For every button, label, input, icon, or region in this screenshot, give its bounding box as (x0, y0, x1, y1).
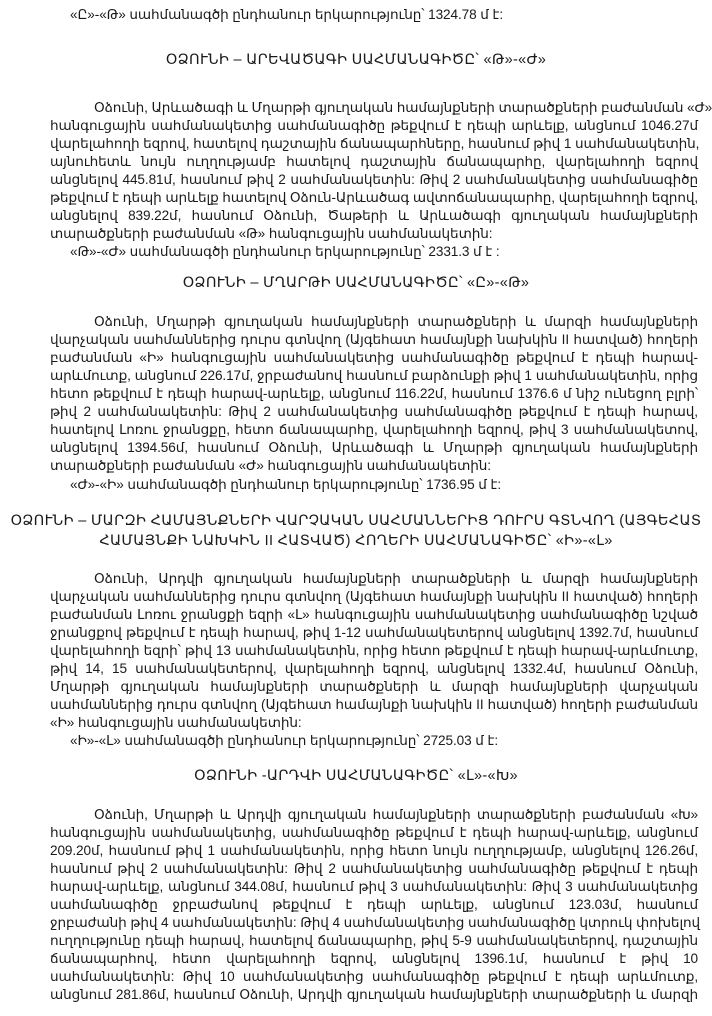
paragraph-line: անցնելով 1394.56մ, հասնում Օձունի, Արևածագի և Մղարթի գյուղական համայնքների (50, 440, 698, 455)
paragraph-line: հանգուցային սահմանակետից, սահմանագիծը թեքվում է դեպի հարավ-արևելք, անցնում (50, 825, 698, 840)
boundary-length-summary: «Ժ»-«Ի» սահմանագծի ընդհանուր երկարությունը՝ 1736.95 մ է: (70, 477, 501, 492)
paragraph-line: տարածքների բաժանման «Թ» հանգուցային սահմանակետին: (50, 226, 493, 241)
paragraph-line: «Ի» հանգուցային սահմանակետին: (50, 715, 302, 730)
paragraph-line: սահմանակետին: Թիվ 10 սահմանակետից սահմանագիծը թեքվում է դեպի արևմուտք, (50, 969, 698, 984)
section-heading: ՕՁՈՒՆԻ – ՄԱՐԶԻ ՀԱՄԱՅՆՔՆԵՐԻ ՎԱՐՉԱԿԱՆ ՍԱՀՄԱՆՆԵՐԻՑ ԴՈՒՐՍ ԳՏՆՎՈՂ (ԱՅԳԵՀԱՏ (10, 513, 702, 529)
paragraph-line: հասնում թիվ 2 սահմանակետին: Թիվ 2 սահմանակետից սահմանագիծը թեքվում է դեպի (50, 861, 698, 876)
paragraph-line: ջրանցքով թեքվում է դեպի հարավ, թիվ 1-12 սահմանակետերով անցնելով 1392.7մ, հասնում (50, 625, 698, 640)
paragraph-line: հարավ-արևելք, անցնում 344.08մ, հասնում թիվ 3 սահմանակետին: Թիվ 3 սահմանակետից (50, 879, 698, 894)
boundary-length-summary: «Ի»-«Լ» սահմանագծի ընդհանուր երկարությունը՝ 2725.03 մ է: (70, 733, 499, 748)
paragraph-line: բաժանման Լոռու ջրանցքի եզրի «Լ» հանգուցային սահմանակետից սահմանագիծը նշված (50, 607, 698, 622)
paragraph-line: անցնելով 445.81մ, հասնում թիվ 2 սահմանակետին: Թիվ 2 սահմանակետից սահմանագիծը (50, 172, 698, 187)
paragraph-line: 209.20մ, հասնում թիվ 1 սահմանակետին, որից հետո նույն ուղղությամբ, անցնելով 126.26մ, (50, 843, 698, 858)
paragraph-line: արևմուտք, անցնում 226.17մ, ջրբաժանով հասնում բարձունքի թիվ 1 սահմանակետին, որից (50, 368, 698, 383)
boundary-length-summary: «Թ»-«Ժ» սահմանագծի ընդհանուր երկարությունը՝ 2331.3 մ է : (70, 244, 500, 259)
paragraph-line: Օձունի, Մղարթի և Արդվի գյուղական համայնքների տարածքների բաժանման «Խ» (94, 807, 698, 822)
paragraph-line: Օձունի, Մղարթի գյուղական համայնքների տարածքների և մարզի համայնքների (94, 314, 698, 329)
paragraph-line: վարելահողի եզրով, հատելով դաշտային ճանապարհները, հասնում թիվ 1 սահմանակետին, (50, 136, 700, 151)
paragraph-line: վարչական սահմաններից դուրս գտնվող (Այգեհատ համայնքի նախկին II հատված) հողերի (50, 332, 698, 347)
paragraph-line: տարածքների բաժանման «Ժ» հանգուցային սահմանակետին: (50, 458, 491, 473)
paragraph-line: անցնում 281.86մ, հասնում Օձունի, Արդվի գյուղական համայնքների տարածքների և մարզի (50, 987, 698, 1002)
section-heading: ՕՁՈՒՆԻ – ԱՐԵՎԱԾԱԳԻ ՍԱՀՄԱՆԱԳԻԾԸ՝ «Թ»-«Ժ» (165, 52, 547, 68)
paragraph-line: այնուհետև նույն ուղղությամբ հատելով դաշտային ճանապարհը, վարելահողի եզրով (50, 154, 698, 169)
paragraph-line: Օձունի, Արդվի գյուղական համայնքների տարածքների և մարզի համայնքների (94, 571, 698, 586)
section-heading: ՀԱՄԱՅՆՔԻ ՆԱԽԿԻՆ II ՀԱՏՎԱԾ) ՀՈՂԵՐԻ ՍԱՀՄԱՆԱԳԻԾԸ՝ «Ի»-«Լ» (99, 533, 613, 549)
paragraph-line: հատելով Լոռու ջրանցքը, հետո ճանապարհը, վարելահողի եզրով, թիվ 3 սահմանակետով, (50, 422, 698, 437)
paragraph-line: Օձունի, Արևածագի և Մղարթի գյուղական համայնքների տարածքների բաժանման «Ժ» (94, 100, 712, 115)
paragraph-line: հետո թեքվում է դեպի հարավ-արևելք, անցնում 116.22մ, հասնում 1376.6 մ նիշ ունեցող բլրի՝ (50, 386, 698, 401)
paragraph-line: ճանապարհով, հետո վարելահողի եզրով, անցնելով 1396.1մ, հասնում է թիվ 10 (50, 951, 698, 966)
paragraph-line: վարելահողի եզրի՝ թիվ 13 սահմանակետին, որից հետո թեքվում է դեպի հարավ-արևմուտք, (50, 643, 698, 658)
paragraph-line: անցնելով 839.22մ, հասնում Օձունի, Ծաթերի և Արևածագի գյուղական համայնքների (50, 208, 698, 223)
paragraph-line: թեքվում է դեպի արևելք հատելով Օձուն-Արևածագ ավտոճանապարհը, վարելահողի եզրով, (50, 190, 699, 205)
paragraph-line: վարչական սահմաններից դուրս գտնվող (Այգեհատ համայնքի նախկին II հատված) հողերի (50, 589, 698, 604)
paragraph-line: սահմաններից դուրս գտնվող (Այգեհատ համայնքի նախկին II հատված) հողերի բաժանման (50, 697, 698, 712)
boundary-length-summary: «Ը»-«Թ» սահմանագծի ընդհանուր երկարությունը՝ 1324.78 մ է: (70, 7, 503, 22)
paragraph-line: ուղղությունը դեպի հարավ, հատելով ճանապարհը, թիվ 5-9 սահմանակետերով, դաշտային (50, 933, 698, 948)
paragraph-line: թիվ 2 սահմանակետին: Թիվ 2 սահմանակետից սահմանագիծը թեքվում է դեպի հարավ, (50, 404, 698, 419)
paragraph-line: թիվ 14, 15 սահմանակետերով, վարելահողի եզրով, անցնելով 1332.4մ, հասնում Օձունի, (50, 661, 698, 676)
paragraph-line: հանգուցային սահմանակետից սահմանագիծը թեքվում է դեպի արևելք, անցնում 1046.27մ (50, 118, 698, 133)
section-heading: ՕՁՈՒՆԻ – ՄՂԱՐԹԻ ՍԱՀՄԱՆԱԳԻԾԸ՝ «Ը»-«Թ» (182, 275, 530, 291)
section-heading: ՕՁՈՒՆԻ -ԱՐԴՎԻ ՍԱՀՄԱՆԱԳԻԾԸ՝ «Լ»-«Խ» (194, 768, 518, 784)
paragraph-line: Մղարթի գյուղական համայնքների տարածքների և մարզի համայնքների վարչական (50, 679, 698, 694)
paragraph-line: սահմանագիծը ջրբաժանով թեքվում է դեպի արևելք, անցնում 123.03մ, հասնում (50, 897, 698, 912)
paragraph-line: ջրբաժանի թիվ 4 սահմանակետին: Թիվ 4 սահմանակետից սահմանագիծը կտրուկ փոխելով (50, 915, 701, 930)
paragraph-line: բաժանման «Ի» հանգուցային սահմանակետից սահմանագիծը թեքվում է դեպի հարավ- (50, 350, 698, 365)
